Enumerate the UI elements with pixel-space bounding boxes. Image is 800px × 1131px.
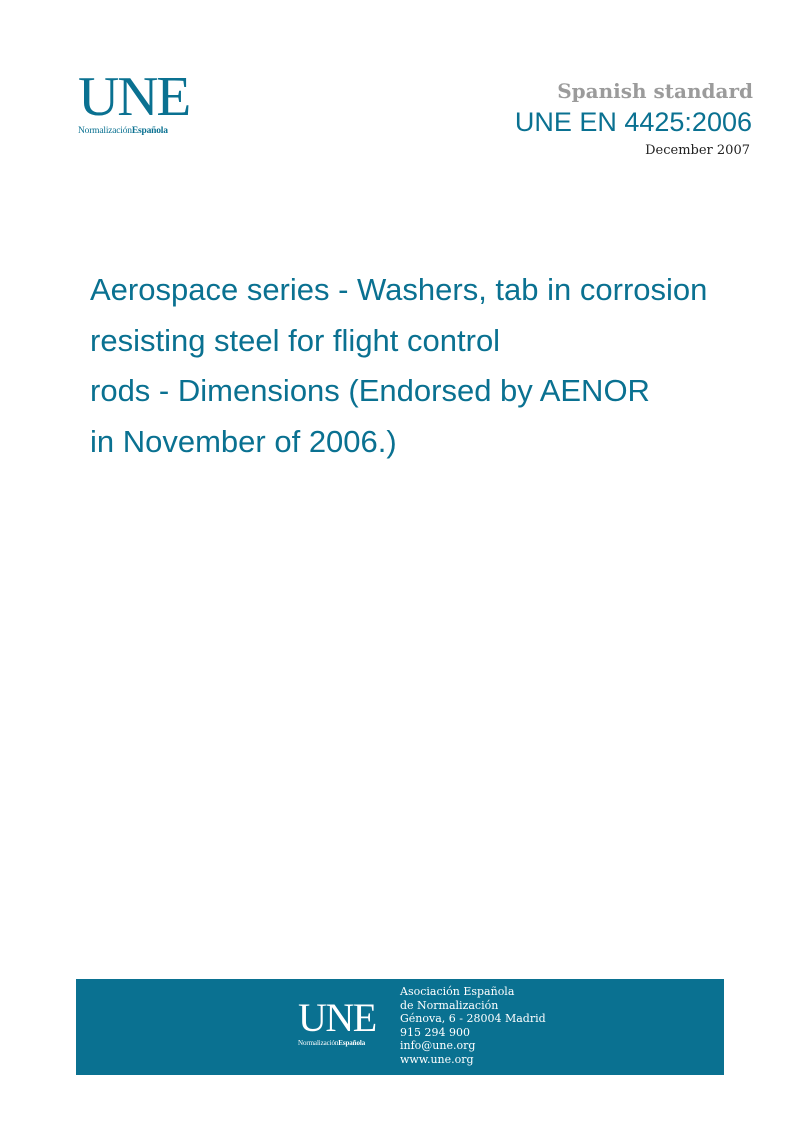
- email-address[interactable]: info@une.org: [400, 1039, 476, 1053]
- publication-date: December 2007: [645, 143, 750, 158]
- logo-tagline-regular: Normalización: [78, 126, 132, 136]
- document-title: [90, 265, 750, 467]
- street-address: Génova, 6 - 28004 Madrid: [400, 1012, 546, 1026]
- title-line: rods - Dimensions (Endorsed by AENOR: [90, 373, 650, 408]
- standard-header: [432, 78, 752, 160]
- title-line: Aerospace series - Washers, tab in corrosion: [90, 272, 708, 307]
- website-url[interactable]: www.une.org: [400, 1052, 474, 1066]
- standard-code: UNE EN 4425:2006: [514, 107, 752, 137]
- footer-logo-tagline-bold: Española: [338, 1039, 366, 1047]
- standard-kind: Spanish standard: [557, 79, 753, 103]
- une-logo: [78, 66, 198, 136]
- footer-address: [400, 985, 546, 1067]
- title-line: resisting steel for flight control: [90, 322, 501, 358]
- footer-band: [76, 979, 724, 1075]
- title-line: in November of 2006.): [90, 423, 397, 459]
- footer-logo-tagline: [298, 1039, 388, 1047]
- logo-mark: UNE: [78, 66, 190, 128]
- footer-logo: [298, 995, 388, 1047]
- phone-number: 915 294 900: [400, 1025, 470, 1039]
- org-name-line-2: de Normalización: [400, 998, 499, 1012]
- org-name-line-1: Asociación Española: [400, 985, 515, 998]
- logo-tagline-bold: Española: [131, 126, 168, 136]
- footer-logo-mark: UNE: [298, 995, 376, 1040]
- footer-logo-tagline-regular: Normalización: [298, 1039, 339, 1047]
